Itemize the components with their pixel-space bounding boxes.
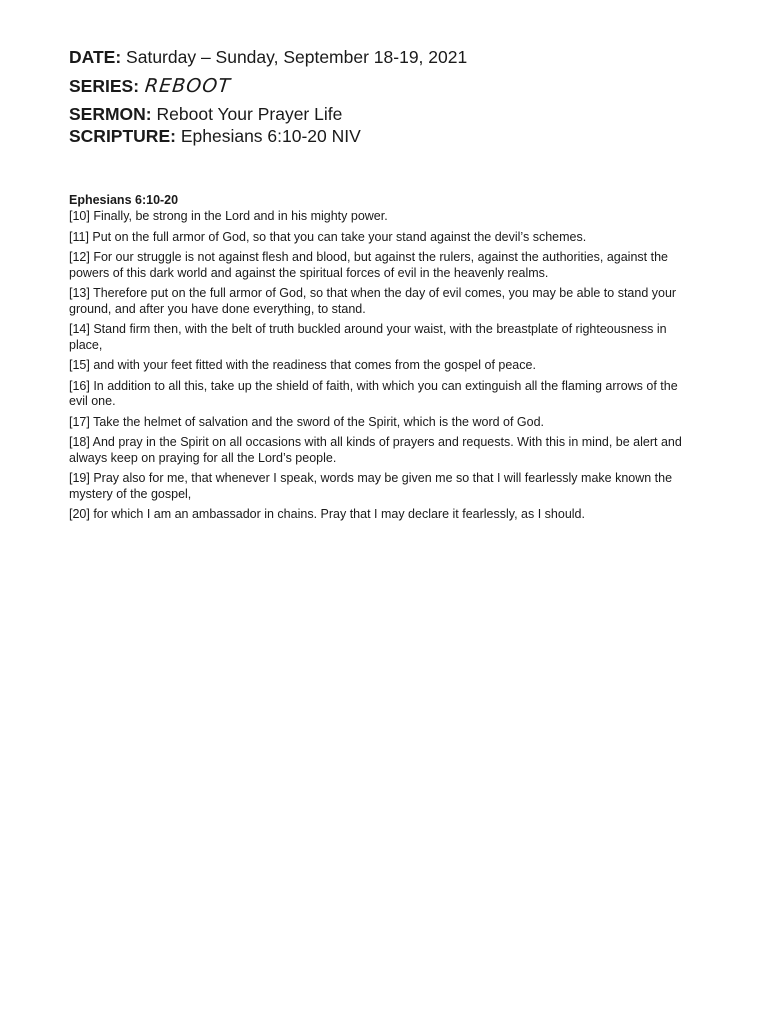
verse-18: [18] And pray in the Spirit on all occasions with all kinds of prayers and requests. With this in mind, be alert and always keep on praying for all the Lord’s people. — [69, 435, 682, 465]
passage-reference: Ephesians 6:10-20 — [69, 193, 179, 207]
verse-19: [19] Pray also for me, that whenever I speak, words may be given me so that I will fearlessly make known the mystery of the gospel, — [69, 471, 673, 501]
sermon-label: SERMON: — [69, 104, 152, 124]
series-value: REBOOT — [143, 75, 232, 97]
verse-16: [16] In addition to all this, take up the shield of faith, with which you can extinguish all the flaming arrows of the evil one. — [69, 378, 678, 408]
verse-11: [11] Put on the full armor of God, so that you can take your stand against the devil’s schemes. — [69, 229, 587, 244]
sermon-value: Reboot Your Prayer Life — [156, 104, 343, 124]
verse-10: [10] Finally, be strong in the Lord and in his mighty power. — [69, 209, 388, 223]
verse-13: [13] Therefore put on the full armor of God, so that when the day of evil comes, you may be able to stand your ground, and after you have done everything, to stand. — [69, 286, 677, 316]
verse-14: [14] Stand firm then, with the belt of truth buckled around your waist, with the breastplate of righteousness in place, — [69, 322, 667, 352]
date-line — [69, 46, 749, 68]
verse-20: [20] for which I am an ambassador in chains. Pray that I may declare it fearlessly, as I should. — [69, 507, 585, 521]
sermon-line — [69, 103, 749, 125]
date-label: DATE: — [69, 47, 122, 67]
scripture-passage — [69, 192, 699, 528]
verse-15: [15] and with your feet fitted with the readiness that comes from the gospel of peace. — [69, 358, 536, 372]
scripture-label: SCRIPTURE: — [69, 126, 176, 146]
date-value: Saturday – Sunday, September 18-19, 2021 — [126, 47, 468, 67]
scripture-value: Ephesians 6:10-20 NIV — [180, 126, 361, 146]
scripture-line — [69, 125, 749, 147]
verse-17: [17] Take the helmet of salvation and the sword of the Spirit, which is the word of God. — [69, 414, 545, 429]
verse-12: [12] For our struggle is not against flesh and blood, but against the rulers, against the authorities, against the powers of this dark world and against the spiritual forces of evil in the heavenly realms. — [69, 250, 668, 280]
sermon-header — [69, 46, 749, 147]
series-line — [69, 75, 749, 97]
series-label: SERIES: — [69, 76, 140, 96]
